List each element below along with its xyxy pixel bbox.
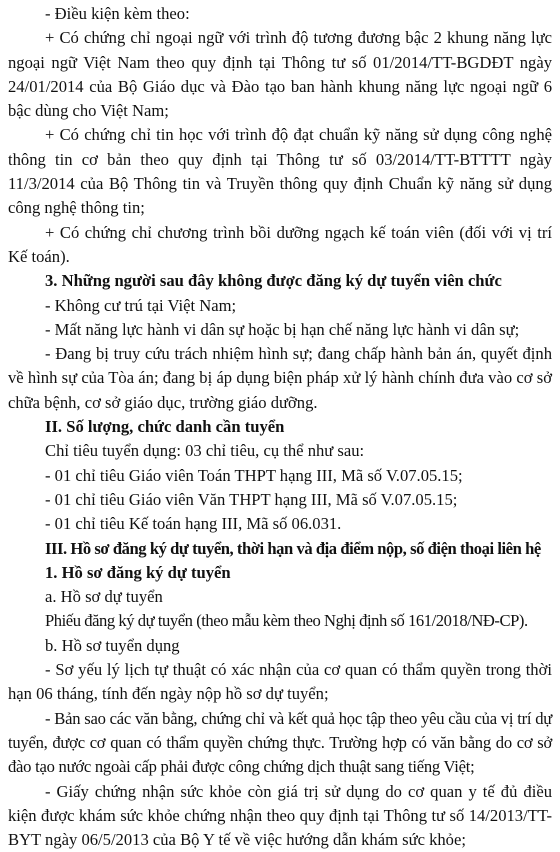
paragraph: a. Hồ sơ dự tuyển (8, 585, 552, 609)
paragraph: Phiếu đăng ký dự tuyển (theo mẫu kèm theo Nghị định số 161/2018/NĐ-CP). (8, 609, 552, 633)
paragraph: b. Hồ sơ tuyển dụng (8, 634, 552, 658)
paragraph: - 01 chỉ tiêu Kế toán hạng III, Mã số 06.031. (8, 512, 552, 536)
paragraph: Chỉ tiêu tuyển dụng: 03 chỉ tiêu, cụ thể như sau: (8, 439, 552, 463)
paragraph: - Điều kiện kèm theo: (8, 2, 552, 26)
section-heading: 1. Hồ sơ đăng ký dự tuyển (8, 561, 552, 585)
paragraph: - Bản sao các văn bằng, chứng chỉ và kết quả học tập theo yêu cầu của vị trí dự tuyển, được cơ quan có thẩm quyền chứng thực. Trường hợp có văn bằng do cơ sở đào tạo nước ngoài cấp phải được công chứng dịch thuật sang tiếng Việt; (8, 707, 552, 780)
paragraph: + Có chứng chỉ tin học với trình độ đạt chuẩn kỹ năng sử dụng công nghệ thông tin cơ bản theo quy định tại Thông tư số 03/2014/TT-BTTTT ngày 11/3/2014 của Bộ Thông tin và Truyền thông quy định Chuẩn kỹ năng sử dụng công nghệ thông tin; (8, 123, 552, 220)
paragraph: - 01 chỉ tiêu Giáo viên Văn THPT hạng III, Mã số V.07.05.15; (8, 488, 552, 512)
paragraph: - Không cư trú tại Việt Nam; (8, 294, 552, 318)
paragraph: - Mất năng lực hành vi dân sự hoặc bị hạn chế năng lực hành vi dân sự; (8, 318, 552, 342)
paragraph: + Có chứng chỉ ngoại ngữ với trình độ tương đương bậc 2 khung năng lực ngoại ngữ Việt Nam theo quy định tại Thông tư số 01/2014/TT-BGDĐT ngày 24/01/2014 của Bộ Giáo dục và Đào tạo ban hành khung năng lực ngoại ngữ 6 bậc dùng cho Việt Nam; (8, 26, 552, 123)
paragraph: - Giấy chứng nhận sức khỏe còn giá trị sử dụng do cơ quan y tế đủ điều kiện được khám sức khỏe chứng nhận theo quy định tại Thông tư số 14/2013/TT-BYT ngày 06/5/2013 của Bộ Y tế về việc hướng dẫn khám sức khỏe; (8, 780, 552, 852)
paragraph: - 01 chỉ tiêu Giáo viên Toán THPT hạng III, Mã số V.07.05.15; (8, 464, 552, 488)
paragraph: + Có chứng chỉ chương trình bồi dưỡng ngạch kế toán viên (đối với vị trí Kế toán). (8, 221, 552, 270)
section-heading: 3. Những người sau đây không được đăng ký dự tuyển viên chức (8, 269, 552, 293)
paragraph: - Sơ yếu lý lịch tự thuật có xác nhận của cơ quan có thẩm quyền trong thời hạn 06 tháng, tính đến ngày nộp hồ sơ dự tuyển; (8, 658, 552, 707)
paragraph: - Đang bị truy cứu trách nhiệm hình sự; đang chấp hành bản án, quyết định về hình sự của Tòa án; đang bị áp dụng biện pháp xử lý hành chính đưa vào cơ sở chữa bệnh, cơ sở giáo dục, trường giáo dưỡng. (8, 342, 552, 415)
section-heading: II. Số lượng, chức danh cần tuyển (8, 415, 552, 439)
section-heading: III. Hồ sơ đăng ký dự tuyển, thời hạn và địa điểm nộp, số điện thoại liên hệ (8, 537, 552, 561)
